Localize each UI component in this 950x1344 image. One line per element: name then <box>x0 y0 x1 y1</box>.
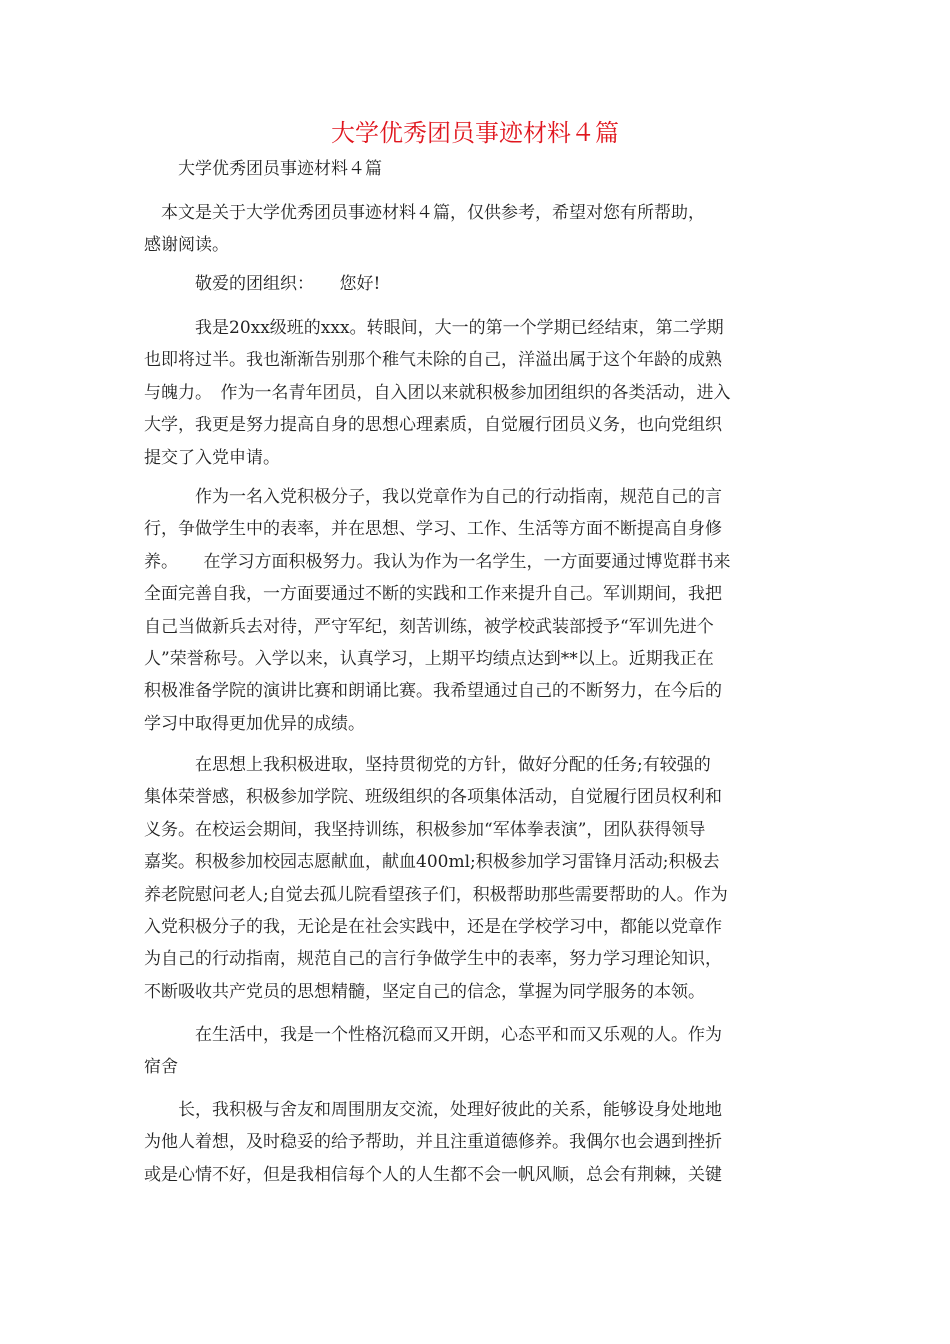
paragraph-line: 作为一名入党积极分子，我以党章作为自己的行动指南，规范自己的言 <box>144 487 722 507</box>
paragraph-line: 养。 在学习方面积极努力。我认为作为一名学生，一方面要通过博览群书来 <box>144 551 731 572</box>
paragraph-line: 行，争做学生中的表率，并在思想、学习、工作、生活等方面不断提高自身修 <box>144 519 722 540</box>
document-title: 大学优秀团员事迹材料４篇 <box>331 119 619 147</box>
paragraph-line: 集体荣誉感，积极参加学院、班级组织的各项集体活动，自觉履行团员权利和 <box>144 787 722 808</box>
paragraph-line: 在生活中，我是一个性格沉稳而又开朗，心态平和而又乐观的人。作为 <box>144 1025 722 1045</box>
paragraph-4 <box>144 1019 809 1084</box>
paragraph-line: 为他人着想，及时稳妥的给予帮助，并且注重道德修养。我偶尔也会遇到挫折 <box>144 1132 722 1153</box>
paragraph-line: 感谢阅读。 <box>144 235 229 256</box>
paragraph-line: 我是20xx级班的xxx。转眼间，大一的第一个学期已经结束，第二学期 <box>144 318 724 338</box>
paragraph-line: 本文是关于大学优秀团员事迹材料４篇，仅供参考，希望对您有所帮助， <box>144 203 705 223</box>
paragraph-line: 不断吸收共产党员的思想精髓，坚定自己的信念，掌握为同学服务的本领。 <box>144 981 705 1002</box>
paragraph-line: 敬爱的团组织： 您好! <box>144 274 381 294</box>
paragraph-line: 为自己的行动指南，规范自己的言行争做学生中的表率，努力学习理论知识， <box>144 949 722 970</box>
paragraph-1 <box>144 312 809 474</box>
paragraph-line: 人”荣誉称号。入学以来，认真学习，上期平均绩点达到**以上。近期我正在 <box>144 649 714 670</box>
document-subtitle: 大学优秀团员事迹材料４篇 <box>178 159 382 179</box>
paragraph-line: 积极准备学院的演讲比赛和朗诵比赛。我希望通过自己的不断努力，在今后的 <box>144 681 722 702</box>
paragraph-line: 宿舍 <box>144 1057 178 1078</box>
paragraph-2 <box>144 481 809 740</box>
paragraph-line: 嘉奖。积极参加校园志愿献血，献血400ml;积极参加学习雷锋月活动;积极去 <box>144 852 720 873</box>
paragraph-line: 或是心情不好，但是我相信每个人的人生都不会一帆风顺，总会有荆棘，关键 <box>144 1164 722 1185</box>
paragraph-line: 长，我积极与舍友和周围朋友交流，处理好彼此的关系，能够设身处地地 <box>144 1100 722 1120</box>
paragraph-line: 提交了入党申请。 <box>144 447 280 468</box>
paragraph-line: 在思想上我积极进取，坚持贯彻党的方针，做好分配的任务;有较强的 <box>144 755 711 775</box>
paragraph-3 <box>144 749 809 1008</box>
paragraph-line: 学习中取得更加优异的成绩。 <box>144 713 365 734</box>
paragraph-line: 入党积极分子的我，无论是在社会实践中，还是在学校学习中，都能以党章作 <box>144 917 722 938</box>
paragraph-line: 自己当做新兵去对待，严守军纪，刻苦训练，被学校武装部授予“军训先进个 <box>144 616 714 637</box>
paragraph-line: 全面完善自我，一方面要通过不断的实践和工作来提升自己。军训期间，我把 <box>144 584 722 605</box>
paragraph-line: 养老院慰问老人;自觉去孤儿院看望孩子们，积极帮助那些需要帮助的人。作为 <box>144 884 728 905</box>
paragraph-5 <box>144 1094 809 1191</box>
paragraph-line: 大学，我更是努力提高自身的思想心理素质，自觉履行团员义务，也向党组织 <box>144 415 722 436</box>
intro-paragraph <box>144 197 809 262</box>
paragraph-line: 也即将过半。我也渐渐告别那个稚气未除的自己，洋溢出属于这个年龄的成熟 <box>144 350 722 371</box>
paragraph-line: 义务。在校运会期间，我坚持训练，积极参加“军体拳表演”，团队获得领导 <box>144 819 706 840</box>
paragraph-line: 与魄力。 作为一名青年团员，自入团以来就积极参加团组织的各类活动，进入 <box>144 382 731 403</box>
greeting-line <box>144 268 809 300</box>
